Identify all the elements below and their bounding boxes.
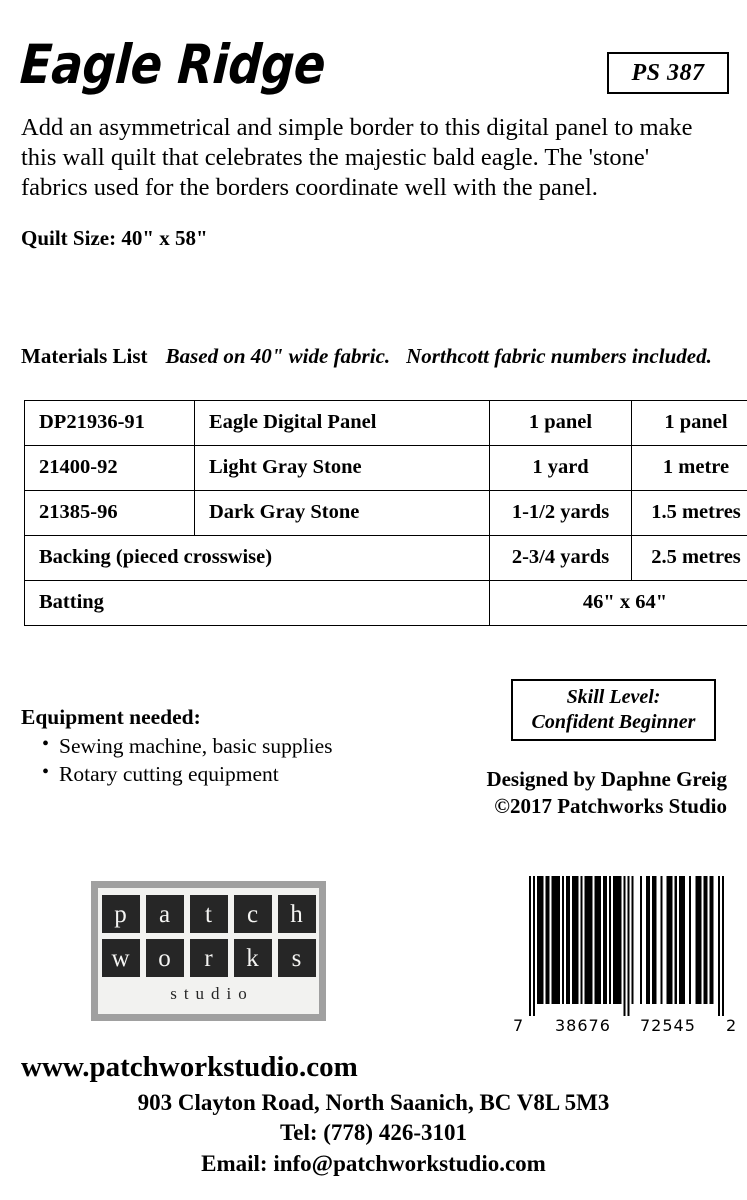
materials-note-width: Based on 40" wide fabric. xyxy=(165,344,391,368)
barcode-left-group: 38676 xyxy=(555,1016,611,1035)
barcode-lead-digit: 7 xyxy=(513,1016,524,1035)
backing-imperial: 2-3/4 yards xyxy=(490,536,632,581)
backing-metric: 2.5 metres xyxy=(632,536,747,581)
skill-level-label: Skill Level: xyxy=(566,686,661,708)
website-text[interactable]: www.patchworkstudio.com xyxy=(21,1051,358,1083)
material-imperial: 1 panel xyxy=(490,401,632,446)
material-code: 21385-96 xyxy=(25,491,195,536)
equipment-title: Equipment needed: xyxy=(21,705,201,729)
material-imperial: 1 yard xyxy=(490,446,632,491)
designer-text: Designed by Daphne Greig xyxy=(486,767,727,791)
credits-block xyxy=(486,766,727,820)
material-metric: 1.5 metres xyxy=(632,491,747,536)
pattern-code-text: PS 387 xyxy=(631,59,705,86)
table-row xyxy=(25,491,747,536)
logo-tile: p xyxy=(102,895,140,933)
equipment-section xyxy=(21,705,332,789)
backing-label: Backing (pieced crosswise) xyxy=(25,536,490,581)
skill-level-value: Confident Beginner xyxy=(531,711,696,733)
logo-row-patch xyxy=(102,895,316,933)
logo-tile: r xyxy=(190,939,228,977)
equipment-list xyxy=(21,732,332,789)
barcode-trail-digit: 2 xyxy=(726,1016,737,1035)
logo-row-works xyxy=(102,939,316,977)
copyright-text: ©2017 Patchworks Studio xyxy=(494,793,727,818)
logo-tile: h xyxy=(278,895,316,933)
materials-note-brand: Northcott fabric numbers included. xyxy=(406,344,712,368)
skill-level-box xyxy=(511,679,716,741)
material-imperial: 1-1/2 yards xyxy=(490,491,632,536)
barcode-digits xyxy=(510,1016,738,1038)
phone-text: Tel: (778) 426-3101 xyxy=(280,1120,467,1146)
logo-tile: k xyxy=(234,939,272,977)
email-text[interactable]: Email: info@patchworkstudio.com xyxy=(201,1150,546,1176)
material-metric: 1 metre xyxy=(632,446,747,491)
table-row xyxy=(25,401,747,446)
patchworks-studio-logo xyxy=(91,881,326,1021)
pattern-code-box xyxy=(607,52,729,94)
upc-barcode xyxy=(529,876,724,1016)
list-item: • Sewing machine, basic supplies xyxy=(59,732,332,760)
materials-list-label: Materials List xyxy=(21,344,148,368)
table-row xyxy=(25,446,747,491)
material-metric: 1 panel xyxy=(632,401,747,446)
material-description: Eagle Digital Panel xyxy=(195,401,490,446)
materials-list-heading xyxy=(21,344,721,369)
materials-table xyxy=(24,400,747,626)
logo-tile: a xyxy=(146,895,184,933)
list-item: • Rotary cutting equipment xyxy=(59,760,332,788)
material-code: 21400-92 xyxy=(25,446,195,491)
description-paragraph: Add an asymmetrical and simple border to this digital panel to make this wall quilt that celebrates the majestic bald eagle. The 'stone' fabrics used for the borders coordinate well with the panel. xyxy=(21,114,693,201)
barcode-right-group: 72545 xyxy=(640,1016,696,1035)
address-text: 903 Clayton Road, North Saanich, BC V8L 5M3 xyxy=(137,1090,610,1115)
logo-inner-panel xyxy=(98,888,319,1014)
material-description: Light Gray Stone xyxy=(195,446,490,491)
logo-tile: t xyxy=(190,895,228,933)
logo-tile: w xyxy=(102,939,140,977)
material-description: Dark Gray Stone xyxy=(195,491,490,536)
quilt-size-text: Quilt Size: 40" x 58" xyxy=(21,226,208,250)
batting-size: 46" x 64" xyxy=(490,581,747,626)
table-row-backing xyxy=(25,536,747,581)
material-code: DP21936-91 xyxy=(25,401,195,446)
contact-block xyxy=(0,1088,747,1179)
logo-tile: s xyxy=(278,939,316,977)
logo-tile: c xyxy=(234,895,272,933)
table-row-batting xyxy=(25,581,747,626)
logo-studio-text: studio xyxy=(170,984,254,1003)
barcode-bars xyxy=(529,876,724,1016)
page-title: Eagle Ridge xyxy=(18,33,328,96)
logo-tile: o xyxy=(146,939,184,977)
batting-label: Batting xyxy=(25,581,490,626)
